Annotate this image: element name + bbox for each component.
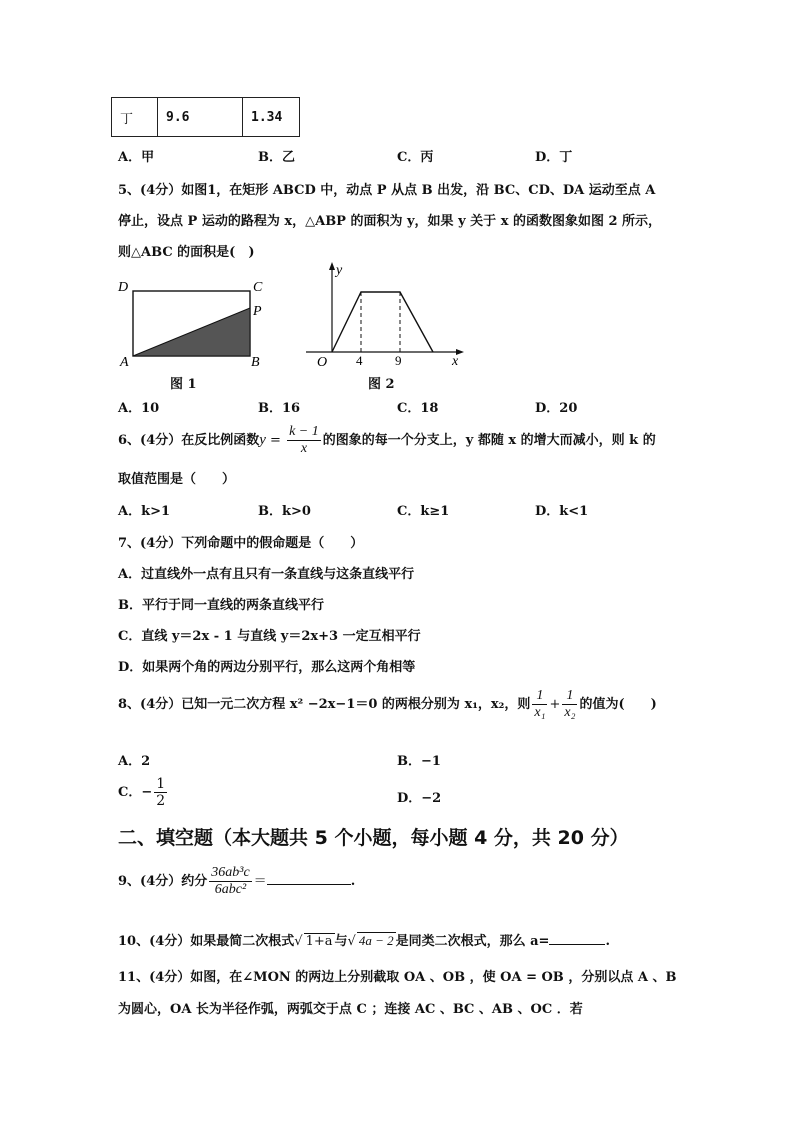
table-row [112, 98, 300, 137]
q6-stem-line-2: 取值范围是（ ） [118, 472, 236, 487]
section-2-heading: 二、填空题（本大题共 5 个小题，每小题 4 分，共 20 分） [118, 827, 629, 849]
label-b: B [251, 355, 260, 370]
q5-option-d: D．20 [535, 401, 578, 416]
q5-stem-line-1: 5、(4分）如图1，在矩形 ABCD 中，动点 P 从点 B 出发，沿 BC、CD、DA 运动至点 A [118, 183, 656, 198]
q7-option-d: D．如果两个角的两边分别平行，那么这两个角相等 [118, 660, 416, 675]
function-graph [332, 292, 433, 352]
q10-end: . [605, 934, 610, 949]
sqrt-icon: √ [347, 934, 356, 949]
q6-denominator: x [300, 441, 308, 456]
origin-label: O [317, 355, 328, 370]
q6-stem-line-1 [118, 424, 656, 457]
q10-answer-blank[interactable] [549, 944, 605, 945]
q9-numerator: 36ab³c [211, 865, 250, 880]
q9-stem [118, 865, 355, 898]
q4-option-d: D．丁 [535, 150, 573, 165]
q6-suffix: 的图象的每一个分支上，y 都随 x 的增大而减小，则 k 的 [322, 433, 656, 448]
q8-option-c-numerator: 1 [156, 776, 166, 792]
q5-option-b: B．16 [258, 401, 301, 416]
q8-option-c-denominator: 2 [156, 793, 166, 809]
q8-prefix: 8、(4分）已知一元二次方程 x² −2x−1＝0 的两根分别为 x₁，x₂，则 [118, 697, 531, 712]
table-cell-value-2: 1.34 [243, 98, 300, 137]
label-d: D [118, 280, 129, 295]
q6-prefix: 6、(4分）在反比例函数 [118, 433, 260, 448]
q10-mid: 与 [334, 934, 348, 949]
q6-numerator: k − 1 [289, 424, 319, 439]
axis-label-x: x [452, 354, 459, 369]
q8-fraction-1 [532, 688, 547, 721]
q6-var-y: y [259, 432, 266, 448]
q8-option-a: A．2 [118, 754, 151, 769]
figure-1-caption: 图 1 [170, 377, 197, 392]
q9-answer-blank[interactable] [267, 884, 351, 885]
q8-option-d: D．−2 [397, 791, 442, 806]
table-cell-name: 丁 [112, 98, 158, 137]
axis-label-y: y [336, 263, 343, 278]
q8-option-c-prefix: C．− [118, 785, 153, 800]
q4-option-a: A．甲 [118, 150, 155, 165]
q8-plus: + [549, 697, 561, 712]
q6-option-c: C．k≥1 [397, 504, 450, 519]
q8-fraction-1-numerator: 1 [532, 688, 547, 705]
table-cell-value-1: 9.6 [158, 98, 243, 137]
q11-stem-line-1: 11、(4分）如图，在∠MON 的两边上分别截取 OA 、OB ，使 OA = OB ，分别以点 A 、B [118, 970, 677, 985]
q9-end: . [350, 874, 356, 889]
q10-prefix: 10、(4分）如果最简二次根式 [118, 934, 295, 949]
q9-fraction [209, 865, 251, 898]
q8-fraction-2-numerator: 1 [562, 688, 577, 705]
q5-option-c: C．18 [397, 401, 439, 416]
shaded-triangle-abp [133, 308, 250, 356]
q4-option-b: B．乙 [258, 150, 295, 165]
q7-option-b: B．平行于同一直线的两条直线平行 [118, 598, 324, 613]
y-axis-arrow [329, 262, 335, 270]
figure-2-graph [300, 258, 470, 373]
q10-stem [118, 930, 610, 949]
q8-fraction-2-denominator: x₂ [564, 705, 576, 720]
data-table [111, 97, 300, 137]
q6-option-b: B．k>0 [258, 504, 311, 519]
q5-option-a: A．10 [118, 401, 160, 416]
q9-prefix: 9、(4分）约分 [118, 874, 208, 889]
q5-stem-line-2: 停止，设点 P 运动的路程为 x，△ABP 的面积为 y，如果 y 关于 x 的函数图象如图 2 所示， [118, 214, 662, 229]
label-p: P [253, 304, 262, 319]
q8-option-b: B．−1 [397, 754, 441, 769]
q6-equals: = [265, 433, 286, 448]
q8-stem [118, 688, 657, 721]
q5-stem-line-3: 则△ABC 的面积是( ) [118, 245, 255, 260]
q8-suffix: 的值为( ) [579, 697, 657, 712]
label-a: A [120, 355, 129, 370]
q8-fraction-2 [562, 688, 577, 721]
q4-option-c: C．丙 [397, 150, 434, 165]
q6-option-a: A．k>1 [118, 504, 171, 519]
q11-stem-line-2: 为圆心，OA 长为半径作弧，两弧交于点 C ；连接 AC 、BC 、AB 、OC ．若 [118, 1002, 583, 1017]
q7-option-c: C．直线 y＝2x - 1 与直线 y＝2x+3 一定互相平行 [118, 629, 421, 644]
q7-stem: 7、(4分）下列命题中的假命题是（ ） [118, 536, 364, 551]
q9-equals: ＝ [253, 874, 267, 889]
q8-option-c-fraction [154, 776, 167, 809]
q6-option-d: D．k<1 [535, 504, 589, 519]
q10-radicand-1: 1+a [305, 934, 333, 949]
tick-label-9: 9 [395, 353, 402, 368]
q8-option-c [118, 776, 169, 809]
q9-denominator: 6abc² [214, 882, 247, 897]
q10-suffix: 是同类二次根式，那么 a= [395, 934, 550, 949]
q10-radicand-2: 4a − 2 [358, 933, 394, 948]
tick-label-4: 4 [356, 353, 363, 368]
q6-fraction [287, 424, 321, 457]
q7-option-a: A．过直线外一点有且只有一条直线与这条直线平行 [118, 567, 415, 582]
label-c: C [253, 280, 263, 295]
sqrt-icon: √ [294, 934, 303, 949]
figure-2-caption: 图 2 [368, 377, 395, 392]
q8-fraction-1-denominator: x₁ [534, 705, 546, 720]
